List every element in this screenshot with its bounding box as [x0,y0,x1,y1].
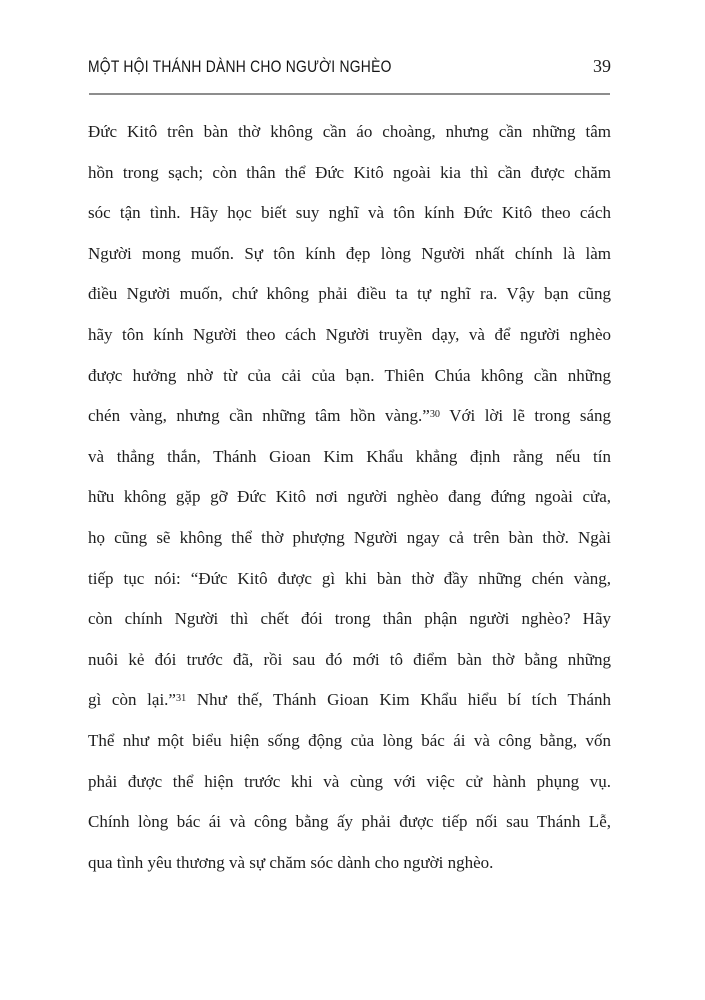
text-segment: được hưởng nhờ từ của cải của bạn. Thiên Chúa không cần những [88,365,611,385]
text-line [88,193,611,234]
body-text [88,112,611,883]
running-title: MỘT HỘI THÁNH DÀNH CHO NGƯỜI NGHÈO [88,58,392,76]
text-segment: Chính lòng bác ái và công bằng ấy phải được tiếp nối sau Thánh Lễ, [88,812,611,832]
text-line [88,843,611,884]
text-segment: Với lời lẽ trong sáng [440,406,611,426]
text-line [88,518,611,559]
text-segment: Đức Kitô trên bàn thờ không cần áo choàng, nhưng cần những tâm [88,122,611,141]
text-segment: và thẳng thắn, Thánh Gioan Kim Khẩu khẳng định rằng nếu tín [88,446,611,466]
text-segment: Người mong muốn. Sự tôn kính đẹp lòng Người nhất chính là làm [88,243,611,263]
text-line [88,274,611,315]
text-segment: hữu không gặp gỡ Đức Kitô nơi người nghèo đang đứng ngoài cửa, [88,487,611,507]
text-line [88,437,611,478]
text-segment: gì còn lại.” [88,690,176,710]
text-line [88,762,611,803]
text-line [88,315,611,356]
header-rule-divider [89,93,610,95]
text-segment: Thể như một biểu hiện sống động của lòng bác ái và công bằng, vốn [88,730,611,750]
text-line [88,721,611,762]
text-segment: tiếp tục nói: “Đức Kitô được gì khi bàn thờ đầy những chén vàng, [88,568,611,588]
text-line [88,234,611,275]
text-segment: điều Người muốn, chứ không phải điều ta tự nghĩ ra. Vậy bạn cũng [88,284,611,304]
text-line [88,802,611,843]
text-segment: chén vàng, nhưng cần những tâm hồn vàng.” [88,406,430,426]
text-line [88,356,611,397]
text-segment: họ cũng sẽ không thể thờ phượng Người ngay cả trên bàn thờ. Ngài [88,527,611,547]
text-segment: phải được thể hiện trước khi và cùng với việc cử hành phụng vụ. [88,771,611,791]
text-line [88,680,611,721]
text-segment: Như thế, Thánh Gioan Kim Khẩu hiểu bí tích Thánh [186,690,611,710]
text-segment: sóc tận tình. Hãy học biết suy nghĩ và tôn kính Đức Kitô theo cách [88,203,611,223]
text-segment: hồn trong sạch; còn thân thể Đức Kitô ngoài kia thì cần được chăm [88,162,611,182]
text-line [88,559,611,600]
text-line [88,477,611,518]
text-line [88,640,611,681]
text-line [88,112,611,153]
page-header [88,56,611,77]
text-segment: nuôi kẻ đói trước đã, rồi sau đó mới tô điểm bàn thờ bằng những [88,649,611,669]
page-number: 39 [593,56,611,76]
text-line [88,599,611,640]
text-segment: hãy tôn kính Người theo cách Người truyền dạy, và để người nghèo [88,324,611,344]
footnote-ref: 31 [175,692,187,704]
text-line [88,153,611,194]
text-segment: qua tình yêu thương và sự chăm sóc dành cho người nghèo. [88,852,494,872]
text-line [88,396,611,437]
footnote-ref: 30 [429,408,440,420]
text-segment: còn chính Người thì chết đói trong thân phận người nghèo? Hãy [88,609,611,629]
